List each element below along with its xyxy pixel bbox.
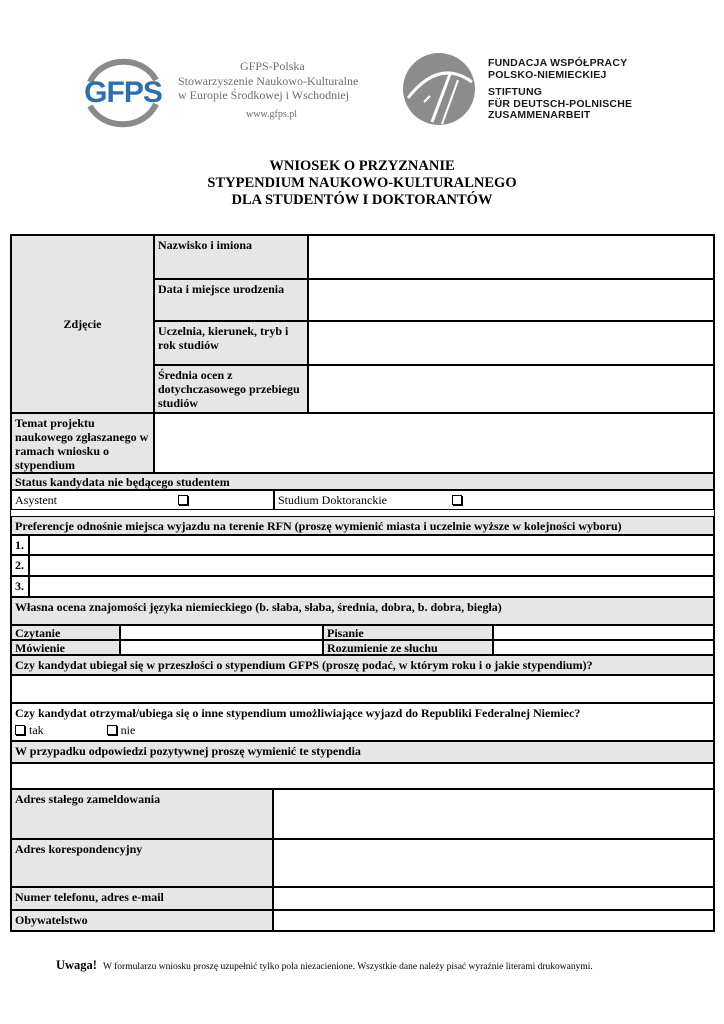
- bridge-emblem-icon: [402, 52, 476, 126]
- pref-1-field[interactable]: [29, 535, 714, 555]
- name-field[interactable]: [308, 235, 714, 279]
- fundacja-name: [488, 58, 632, 122]
- yes-checkbox[interactable]: [15, 725, 25, 735]
- assistant-checkbox[interactable]: [178, 495, 188, 505]
- grades-field[interactable]: [308, 365, 714, 413]
- yes-label: tak: [29, 723, 44, 737]
- assistant-label: Asystent: [15, 493, 57, 507]
- prior-gfps-field[interactable]: [11, 675, 714, 703]
- pref-number: 1.: [11, 535, 29, 555]
- gfps-logo: [78, 56, 378, 128]
- pref-number: 2.: [11, 555, 29, 576]
- if-yes-field[interactable]: [11, 763, 714, 789]
- doctoral-checkbox[interactable]: [452, 495, 462, 505]
- org-line: GFPS-Polska: [240, 59, 305, 73]
- permanent-address-label: Adres stałego zameldowania: [11, 789, 273, 839]
- title-line: STYPENDIUM NAUKOWO-KULTURALNEGO: [207, 175, 517, 191]
- doctoral-option[interactable]: [274, 490, 714, 510]
- pref-number: 3.: [11, 576, 29, 597]
- document-title: [0, 158, 724, 209]
- project-field[interactable]: [154, 413, 714, 473]
- phone-email-field[interactable]: [273, 887, 714, 910]
- fund-line: ZUSAMMENARBEIT: [488, 109, 591, 121]
- fund-line: POLSKO-NIEMIECKIEJ: [488, 68, 607, 81]
- prior-gfps-label: Czy kandydat ubiegał się w przeszłości o stypendium GFPS (proszę podać, w którym roku i o jakie stypendium)?: [11, 655, 714, 675]
- phone-email-label: Numer telefonu, adres e-mail: [11, 887, 273, 910]
- pref-2-field[interactable]: [29, 555, 714, 576]
- speaking-field[interactable]: [120, 640, 323, 655]
- grades-label: Średnia ocen z dotychczasowego przebiegu studiów: [154, 365, 308, 413]
- footer-warning: Uwaga!: [56, 958, 97, 972]
- fundacja-logo: [402, 52, 702, 132]
- birth-field[interactable]: [308, 279, 714, 321]
- title-line: DLA STUDENTÓW I DOKTORANTÓW: [231, 192, 493, 208]
- project-label: Temat projektu naukowego zgłaszanego w ramach wniosku o stypendium: [11, 413, 154, 473]
- footer-note: [56, 958, 593, 973]
- no-label: nie: [120, 723, 136, 737]
- no-checkbox[interactable]: [107, 725, 117, 735]
- university-label: Uczelnia, kierunek, tryb i rok studiów: [154, 321, 308, 365]
- status-label: Status kandydata nie będącego studentem: [11, 473, 714, 490]
- org-name: [178, 59, 358, 122]
- citizenship-field[interactable]: [273, 910, 714, 931]
- title-line: WNIOSEK O PRZYZNANIE: [269, 158, 455, 174]
- org-line: w Europie Środkowej i Wschodniej: [178, 88, 350, 102]
- fund-line: STIFTUNG: [488, 86, 543, 98]
- org-url: www.gfps.pl: [246, 108, 298, 120]
- language-label: Własna ocena znajomości języka niemieckiego (b. słaba, słaba, średnia, dobra, b. dobra, biegła): [11, 597, 714, 625]
- other-scholarship-question: [11, 703, 714, 741]
- photo-box: [11, 235, 154, 413]
- fund-line: FUNDACJA WSPÓŁPRACY: [488, 57, 628, 69]
- fund-line: FÜR DEUTSCH-POLNISCHE: [488, 97, 633, 110]
- reading-field[interactable]: [120, 625, 323, 640]
- listening-field[interactable]: [493, 640, 714, 655]
- if-yes-label: W przypadku odpowiedzi pozytywnej proszę wymienić te stypendia: [11, 741, 714, 763]
- pref-3-field[interactable]: [29, 576, 714, 597]
- writing-field[interactable]: [493, 625, 714, 640]
- doctoral-label: Studium Doktoranckie: [278, 493, 387, 507]
- university-field[interactable]: [308, 321, 714, 365]
- preferences-label: Preferencje odnośnie miejsca wyjazdu na terenie RFN (proszę wymienić miasta i uczelnie wyższe w kolejności wyboru): [11, 516, 714, 535]
- gfps-logo-text: GFPS: [84, 76, 162, 109]
- correspondence-address-field[interactable]: [273, 839, 714, 887]
- listening-label: Rozumienie ze słuchu: [323, 640, 493, 655]
- other-scholarship-label: Czy kandydat otrzymał/ubiega się o inne stypendium umożliwiające wyjazd do Republiki Federalnej Niemiec?: [15, 706, 581, 720]
- application-form: [10, 234, 715, 932]
- org-line: Stowarzyszenie Naukowo-Kulturalne: [178, 73, 359, 88]
- speaking-label: Mówienie: [11, 640, 120, 655]
- footer-text: W formularzu wniosku proszę uzupełnić tylko pola niezacienione. Wszystkie dane należy pisać wyraźnie literami drukowanymi.: [102, 962, 593, 972]
- name-label: Nazwisko i imiona: [154, 235, 308, 279]
- assistant-option[interactable]: [11, 490, 274, 510]
- citizenship-label: Obywatelstwo: [11, 910, 273, 931]
- birth-label: Data i miejsce urodzenia: [154, 279, 308, 321]
- correspondence-address-label: Adres korespondencyjny: [11, 839, 273, 887]
- photo-label: Zdjęcie: [63, 317, 102, 331]
- reading-label: Czytanie: [11, 625, 120, 640]
- permanent-address-field[interactable]: [273, 789, 714, 839]
- writing-label: Pisanie: [323, 625, 493, 640]
